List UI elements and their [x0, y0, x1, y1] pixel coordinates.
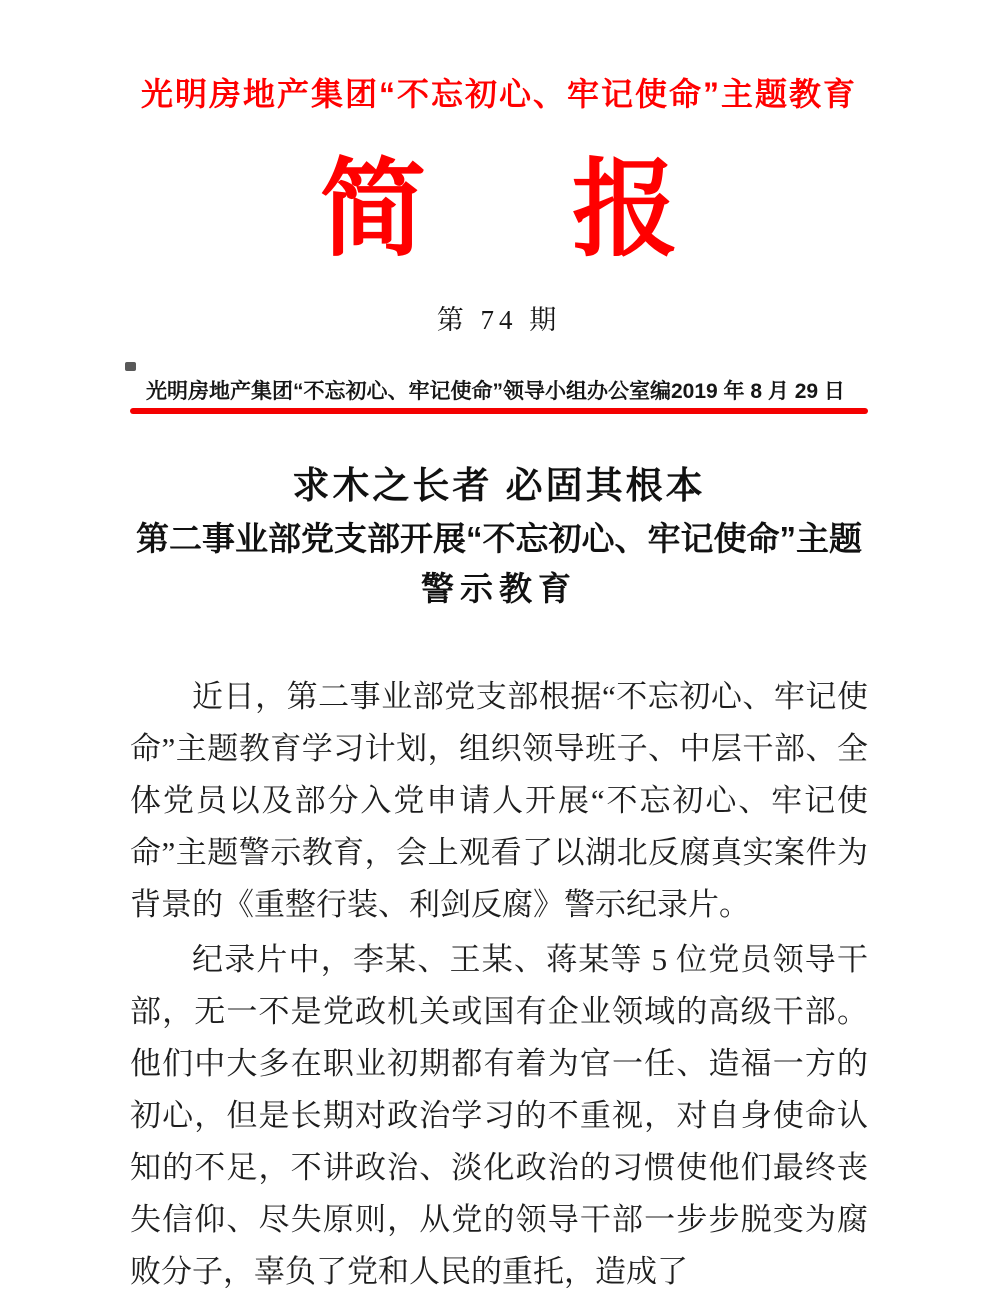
issue-number: 第 74 期	[436, 305, 562, 335]
article-subheadline-line2: 警示教育	[421, 570, 577, 607]
bulletin-title-char-1: 简	[320, 151, 426, 269]
body-paragraph-2: 纪录片中，李某、王某、蒋某等 5 位党员领导干部，无一不是党政机关或国有企业领域的高级干部。他们中大多在职业初期都有着为官一任、造福一方的初心，但是长期对政治学习的不重视，对自身使命认知的不足，不讲政治、淡化政治的习惯使他们最终丧失信仰、尽失原则，从党的领导干部一步步脱变为腐败分子，辜负了党和人民的重托，造成了	[130, 942, 868, 1289]
masthead-org-line: 光明房地产集团“不忘初心、牢记使命”主题教育	[140, 76, 857, 112]
editor-row	[130, 380, 868, 404]
scan-artifact-mark	[125, 362, 136, 371]
publish-date: 2019 年 8 月 29 日	[671, 380, 845, 403]
red-divider-rule	[130, 408, 868, 414]
bulletin-title-char-2: 报	[572, 151, 678, 269]
editor-office-label: 光明房地产集团“不忘初心、牢记使命”领导小组办公室编	[146, 380, 671, 403]
article-body	[130, 671, 868, 1298]
article-headline: 求木之长者 必固其根本	[292, 465, 706, 506]
body-paragraph-1: 近日，第二事业部党支部根据“不忘初心、牢记使命”主题教育学习计划，组织领导班子、中层干部、全体党员以及部分入党申请人开展“不忘初心、牢记使命”主题警示教育，会上观看了以湖北反腐真实案件为背景的《重整行装、利剑反腐》警示纪录片。	[130, 679, 868, 922]
article-subheadline-line1: 第二事业部党支部开展“不忘初心、牢记使命”主题	[136, 520, 862, 557]
bulletin-title	[130, 150, 868, 270]
